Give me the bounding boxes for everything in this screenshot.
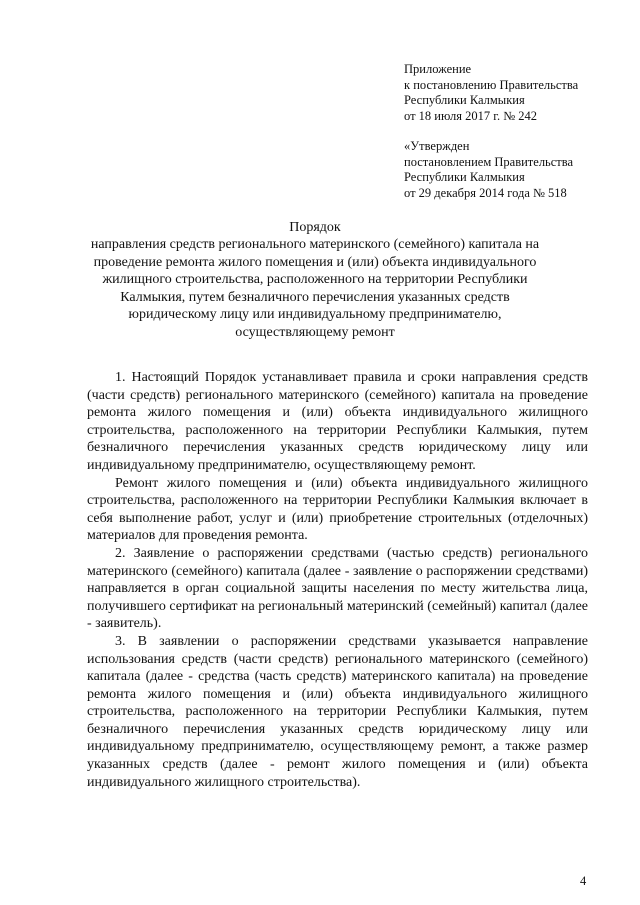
appendix-block [404,62,578,124]
approval-line: постановлением Правительства [404,154,574,169]
paragraph: 3. В заявлении о распоряжении средствами указывается направление использования средств (части средств) регионального материнского (семейного) капитала (далее - средства (часть средств) материнского капитала) на проведение ремонта жилого помещения и (или) объекта индивидуального жилищного строительства, расположенного на территории Республики Калмыкия, путем безналичного перечисления указанных средств юридическому лицу или индивидуальному предпринимателю, осуществляющему ремонт, а также размер указанных средств (далее - ремонт жилого помещения и (или) объекта индивидуального жилищного строительства). [87,633,588,790]
paragraph: Ремонт жилого помещения и (или) объекта индивидуального жилищного строительства, расположенного на территории Республики Калмыкия включает в себя выполнение работ, услуг и (или) приобретение строительных (отделочных) материалов для проведения ремонта. [87,475,588,544]
paragraph: 2. Заявление о распоряжении средствами (частью средств) регионального материнского (семейного) капитала (далее - заявление о распоряжении средствами) направляется в орган социальной защиты населения по месту жительства лица, получившего сертификат на региональный материнский (семейный) капитал (далее - заявитель). [87,545,588,632]
document-body [87,369,588,791]
appendix-line: Приложение [404,62,472,76]
appendix-line: к постановлению Правительства [404,77,579,92]
paragraph: 1. Настоящий Порядок устанавливает правила и сроки направления средств (части средств) регионального материнского (семейного) капитала на проведение ремонта жилого помещения и (или) объекта индивидуального жилищного строительства, расположенного на территории Республики Калмыкия, путем безналичного перечисления указанных средств юридическому лицу или индивидуальному предпринимателю, осуществляющему ремонт. [87,370,588,473]
approval-line: от 29 декабря 2014 года № 518 [404,185,567,200]
approval-line: Республики Калмыкия [404,170,525,184]
appendix-line: от 18 июля 2017 г. № 242 [404,108,538,123]
page-number: 4 [580,874,587,888]
document-subtitle: направления средств регионального материнского (семейного) капитала на проведение ремонта жилого помещения и (или) объекта индивидуального жилищного строительства, расположенного на территории Республики Калмыкия, путем безналичного перечисления указанных средств юридическому лицу или индивидуальному предпринимателю, осуществляющему ремонт [90,237,540,340]
appendix-line: Республики Калмыкия [404,93,525,107]
approval-block [404,139,573,201]
approval-line: «Утвержден [404,139,470,153]
document-title: Порядок [289,220,341,235]
